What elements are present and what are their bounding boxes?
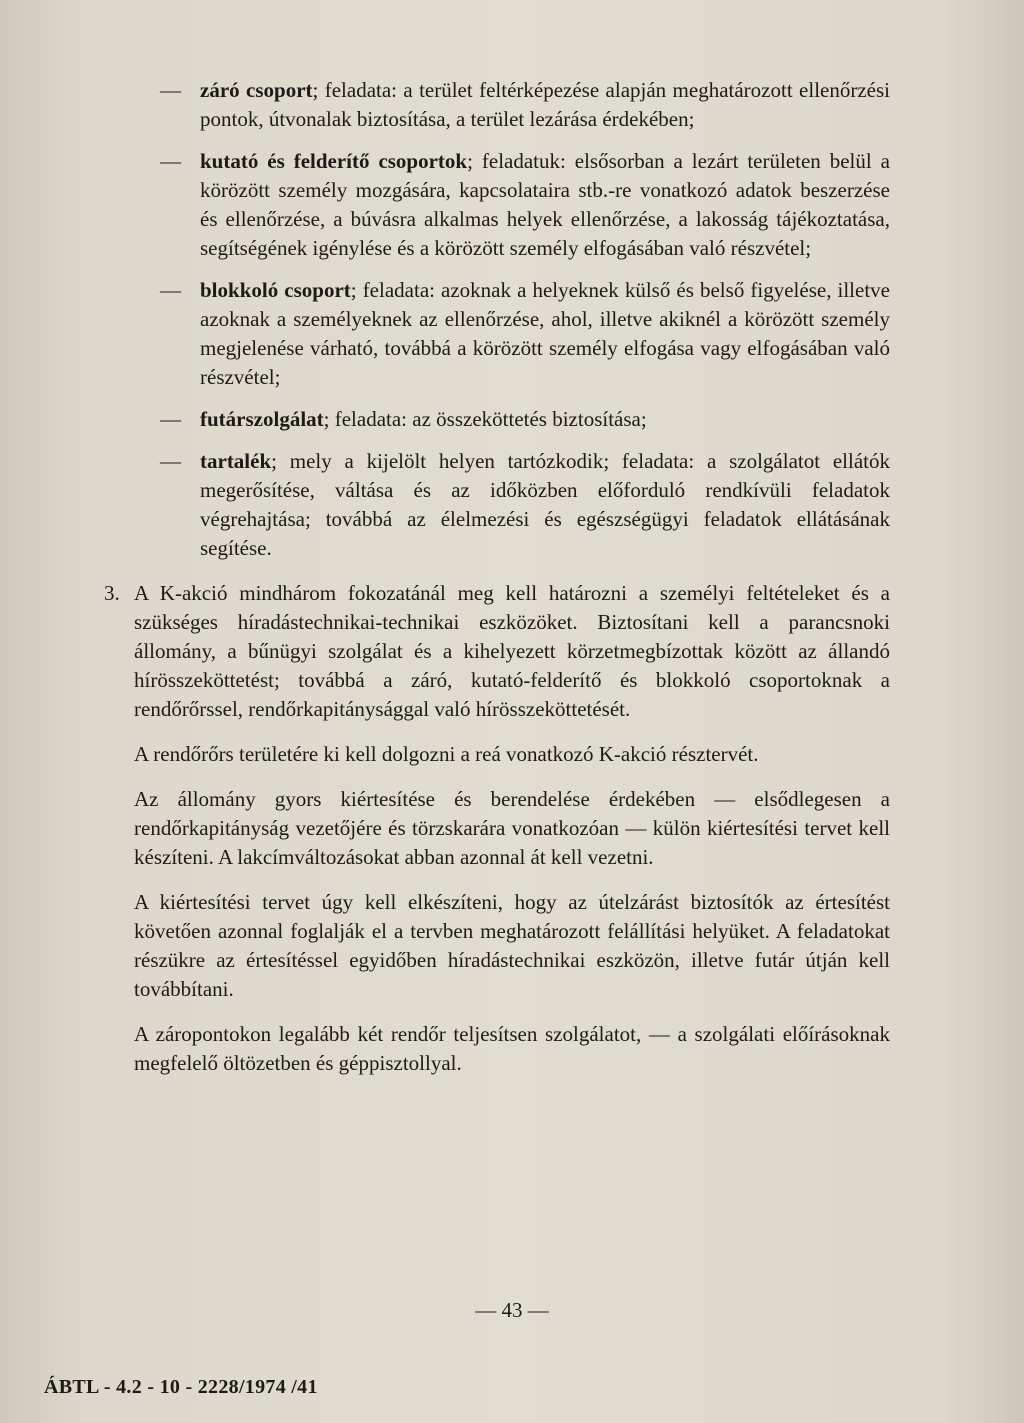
list-dash: —: [160, 407, 181, 431]
list-dash: —: [160, 78, 181, 102]
list-term: blokkoló csoport: [200, 278, 351, 302]
paragraph: A kiértesítési tervet úgy kell elkészíteni, hogy az útelzárást biztosítók az értesítést követően azonnal foglalják el a tervben meghatározott felállítási helyüket. A feladatokat részükre az értesítéssel egyidőben híradástechnikai eszközön, illetve futár útján kell továbbítani.: [134, 890, 890, 1001]
list-text: ; feladata: a terület feltérképezése alapján meghatározott ellenőrzési pontok, útvonalak biztosítása, a terület lezárása érdekében;: [200, 78, 890, 131]
list-item: [104, 405, 890, 434]
list-text: ; feladatuk: elsősorban a lezárt területen belül a körözött személy mozgására, kapcsolataira stb.-re vonatkozó adatok beszerzése és ellenőrzése, a búvásra alkalmas helyek ellenőrzése, a lakosság tájékoztatása, segítségének igénylése és a körözött személy elfogásában való részvétel;: [200, 149, 890, 260]
list-dash: —: [160, 449, 181, 473]
body-text: [104, 76, 890, 1094]
list-dash: —: [160, 278, 181, 302]
list-text: ; feladata: azoknak a helyeknek külső és belső figyelése, illetve azoknak a személyeknek az ellenőrzése, ahol, illetve akiknél a körözött személy megjelenése várható, továbbá a körözött személy elfogása vagy elfogásában való részvétel;: [200, 278, 890, 389]
list-text: ; mely a kijelölt helyen tartózkodik; feladata: a szolgálatot ellátók megerősítése, váltása és az időközben előforduló rendkívüli feladatok végrehajtása; továbbá az élelmezési és egészségügyi feladatok ellátásának segítése.: [200, 449, 890, 560]
list-item: [104, 447, 890, 563]
paragraph: A záropontokon legalább két rendőr teljesítsen szolgálatot, — a szolgálati előírásoknak megfelelő öltözetben és géppisztollyal.: [134, 1022, 890, 1075]
list-text: ; feladata: az összeköttetés biztosítása;: [323, 407, 647, 431]
section-3: [104, 579, 890, 724]
section-text: A K-akció mindhárom fokozatánál meg kell határozni a személyi feltételeket és a szükséges híradástechnikai-technikai eszközöket. Biztosítani kell a parancsnoki állomány, a bűnügyi szolgálat és a kihelyezett körzetmegbízottak között az állandó hírösszeköttetést; továbbá a záró, kutató-felderítő és blokkoló csoportoknak a rendőrőrssel, rendőrkapitánysággal való hírösszeköttetését.: [134, 581, 890, 721]
list-item: [104, 147, 890, 263]
list-term: tartalék: [200, 449, 272, 473]
section-number: 3.: [104, 581, 120, 605]
paragraph: A rendőrőrs területére ki kell dolgozni a reá vonatkozó K-akció résztervét.: [134, 742, 759, 766]
list-dash: —: [160, 149, 181, 173]
paragraph: Az állomány gyors kiértesítése és berendelése érdekében — elsődlegesen a rendőrkapitányság vezetőjére és törzskarára vonatkozóan — külön kiértesítési tervet kell készíteni. A lakcímváltozásokat abban azonnal át kell vezetni.: [134, 787, 890, 869]
list-term: kutató és felderítő csoportok: [200, 149, 468, 173]
list-item: [104, 76, 890, 134]
list-term: záró csoport: [200, 78, 313, 102]
page-number: — 43 —: [475, 1298, 549, 1322]
list-term: futárszolgálat: [200, 407, 324, 431]
list-item: [104, 276, 890, 392]
archive-reference: ÁBTL - 4.2 - 10 - 2228/1974 /41: [44, 1376, 318, 1398]
